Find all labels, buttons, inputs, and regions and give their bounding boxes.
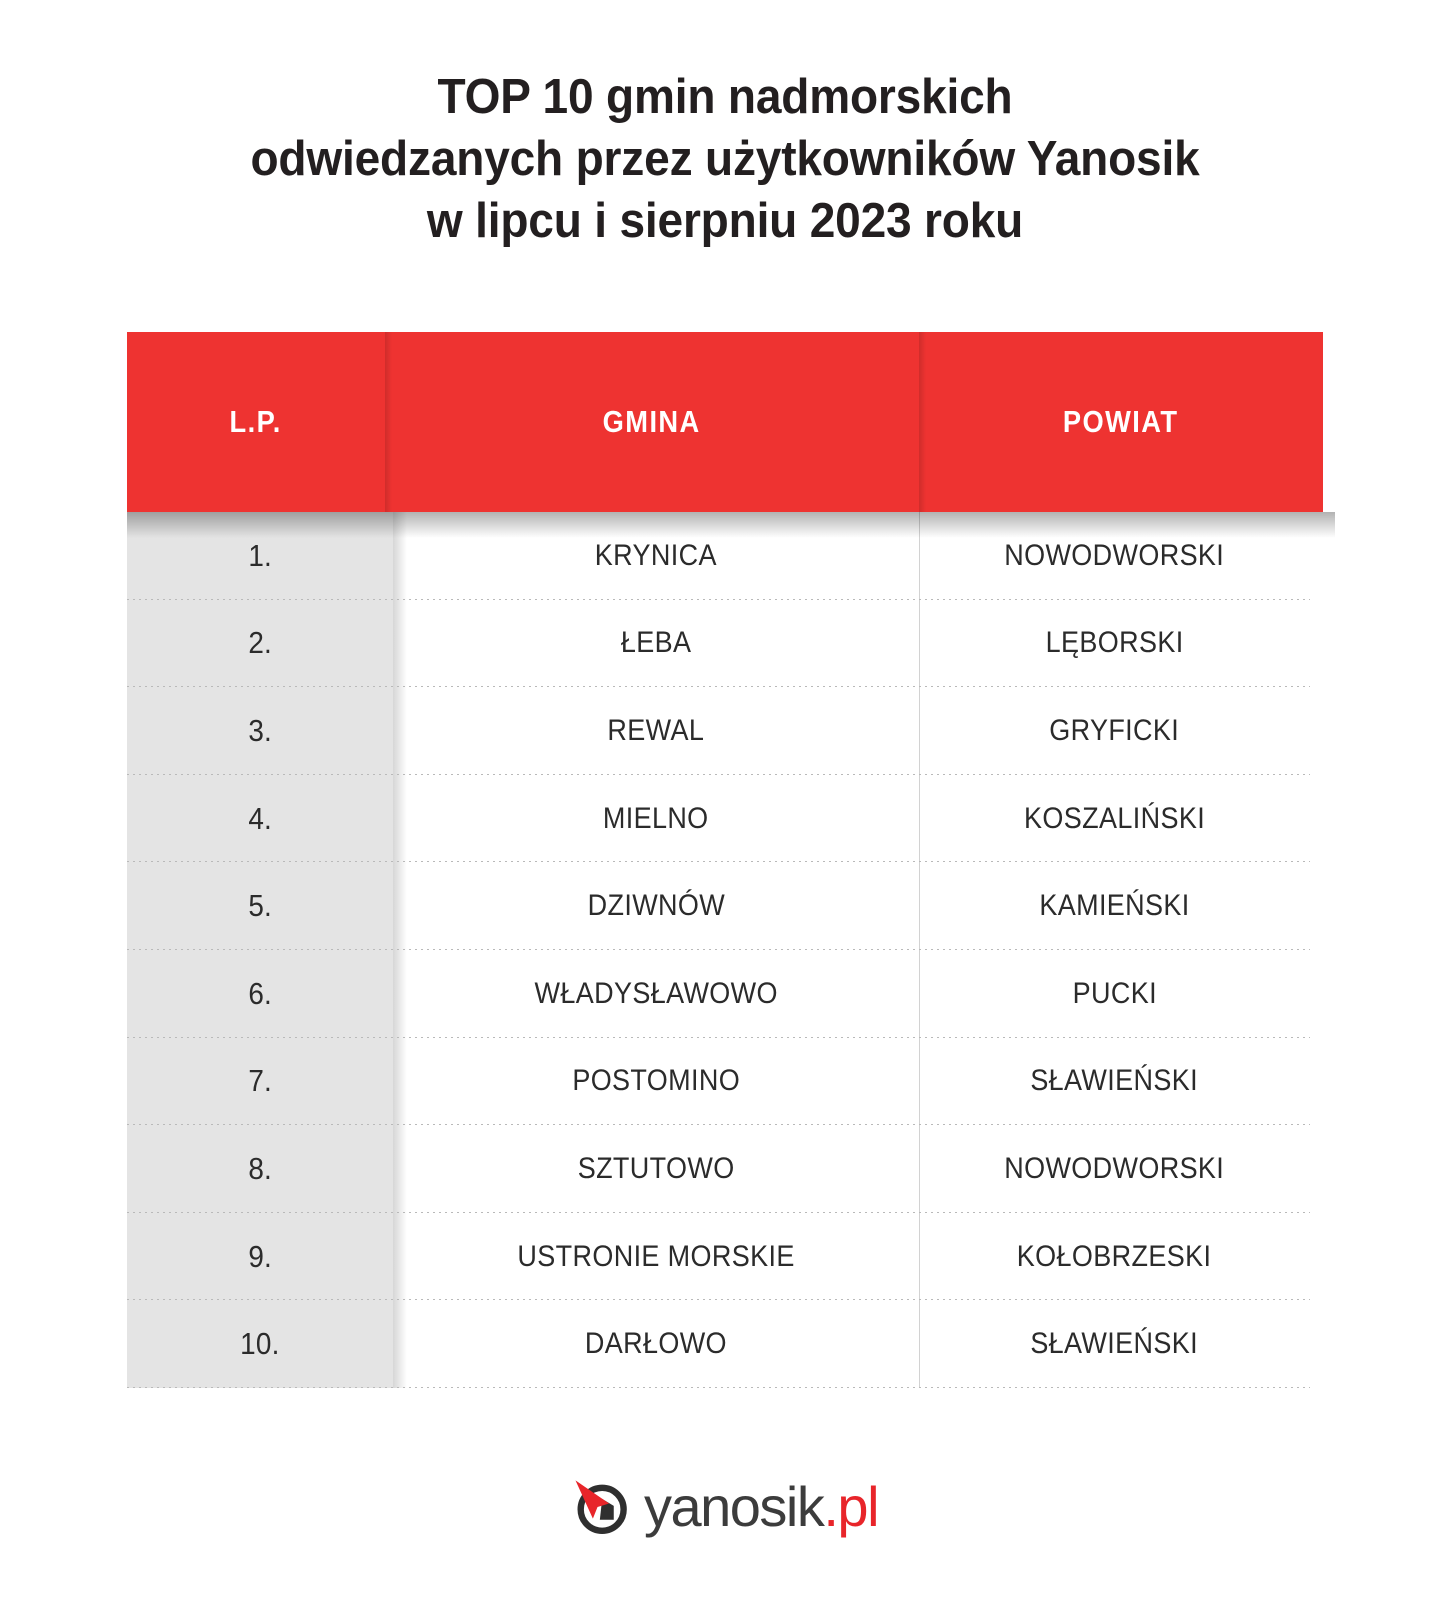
cell-gmina-text: WŁADYSŁAWOWO [534, 976, 778, 1010]
yanosik-logo-text [643, 1475, 879, 1538]
table-row [127, 862, 1310, 950]
page-title-line-3: w lipcu i sierpniu 2023 roku [426, 194, 1024, 248]
cell-lp-text: 5. [248, 888, 272, 924]
cell-powiat-text: SŁAWIEŃSKI [1030, 1327, 1199, 1361]
cell-lp [127, 1038, 393, 1126]
cell-lp-text: 2. [248, 625, 272, 661]
cell-powiat-text: GRYFICKI [1049, 713, 1180, 747]
cell-lp [127, 1125, 393, 1213]
table-header-row [127, 332, 1323, 512]
cell-gmina [393, 600, 919, 688]
cell-lp-text: 10. [240, 1326, 280, 1362]
cell-lp-text: 4. [248, 800, 272, 836]
table-row [127, 1125, 1310, 1213]
cell-lp [127, 1300, 393, 1388]
cell-powiat [919, 862, 1310, 950]
cell-gmina-text: DARŁOWO [584, 1327, 728, 1361]
cell-powiat-text: KOŁOBRZESKI [1017, 1239, 1212, 1273]
cell-lp [127, 775, 393, 863]
cell-gmina [393, 1125, 919, 1213]
table-row [127, 1038, 1310, 1126]
cell-gmina-text: DZIWNÓW [587, 889, 725, 923]
cell-lp [127, 600, 393, 688]
page-title-line-2: odwiedzanych przez użytkowników Yanosik [250, 132, 1200, 186]
cell-powiat [919, 1300, 1310, 1388]
cell-powiat-text: LĘBORSKI [1045, 626, 1184, 660]
cell-gmina-text: USTRONIE MORSKIE [517, 1239, 795, 1273]
cell-powiat [919, 687, 1310, 775]
cell-gmina-text: REWAL [607, 713, 705, 747]
cell-lp [127, 950, 393, 1038]
yanosik-logo-name: yanosik [643, 1475, 824, 1538]
table-row [127, 600, 1310, 688]
cell-powiat-text: KAMIEŃSKI [1039, 889, 1190, 923]
cell-lp [127, 512, 393, 600]
cell-powiat-text: NOWODWORSKI [1004, 1151, 1225, 1185]
table-header-cell-lp [127, 332, 385, 512]
cell-powiat [919, 950, 1310, 1038]
cell-gmina-text: POSTOMINO [572, 1064, 740, 1098]
cell-lp-text: 3. [248, 712, 272, 748]
table-row [127, 950, 1310, 1038]
table-header-label-lp: L.P. [229, 404, 283, 439]
yanosik-compass-icon [572, 1478, 630, 1536]
cell-gmina-text: ŁEBA [620, 626, 692, 660]
cell-gmina [393, 1213, 919, 1301]
cell-powiat [919, 600, 1310, 688]
yanosik-logo [0, 1475, 1450, 1538]
table-header-cell-powiat [919, 332, 1323, 512]
table-header-cell-gmina [385, 332, 919, 512]
page-title [0, 66, 1450, 252]
table-row [127, 687, 1310, 775]
table-header-label-gmina: GMINA [603, 404, 701, 439]
cell-gmina [393, 775, 919, 863]
cell-gmina [393, 687, 919, 775]
cell-powiat-text: PUCKI [1072, 976, 1157, 1010]
cell-gmina [393, 1300, 919, 1388]
ranking-table [127, 332, 1323, 1388]
cell-gmina [393, 1038, 919, 1126]
yanosik-logo-tld: .pl [823, 1475, 879, 1538]
cell-powiat-text: NOWODWORSKI [1004, 538, 1225, 572]
cell-powiat [919, 512, 1310, 600]
table-body [127, 512, 1310, 1388]
cell-powiat [919, 775, 1310, 863]
cell-gmina [393, 862, 919, 950]
cell-lp-text: 8. [248, 1150, 272, 1186]
cell-gmina-text: SZTUTOWO [577, 1151, 735, 1185]
cell-gmina [393, 512, 919, 600]
cell-lp-text: 6. [248, 975, 272, 1011]
table-header-label-powiat: POWIAT [1063, 404, 1179, 439]
cell-powiat [919, 1213, 1310, 1301]
table-row [127, 1213, 1310, 1301]
cell-lp-text: 9. [248, 1238, 272, 1274]
cell-lp [127, 1213, 393, 1301]
page-title-line-1: TOP 10 gmin nadmorskich [437, 70, 1013, 124]
cell-gmina [393, 950, 919, 1038]
cell-powiat-text: SŁAWIEŃSKI [1030, 1064, 1199, 1098]
cell-lp-text: 1. [248, 537, 272, 573]
table-row [127, 512, 1310, 600]
cell-gmina-text: MIELNO [603, 801, 709, 835]
cell-powiat [919, 1125, 1310, 1213]
cell-gmina-text: KRYNICA [594, 538, 718, 572]
cell-lp [127, 862, 393, 950]
table-row [127, 1300, 1310, 1388]
cell-powiat [919, 1038, 1310, 1126]
cell-powiat-text: KOSZALIŃSKI [1023, 801, 1206, 835]
cell-lp [127, 687, 393, 775]
table-row [127, 775, 1310, 863]
cell-lp-text: 7. [248, 1063, 272, 1099]
